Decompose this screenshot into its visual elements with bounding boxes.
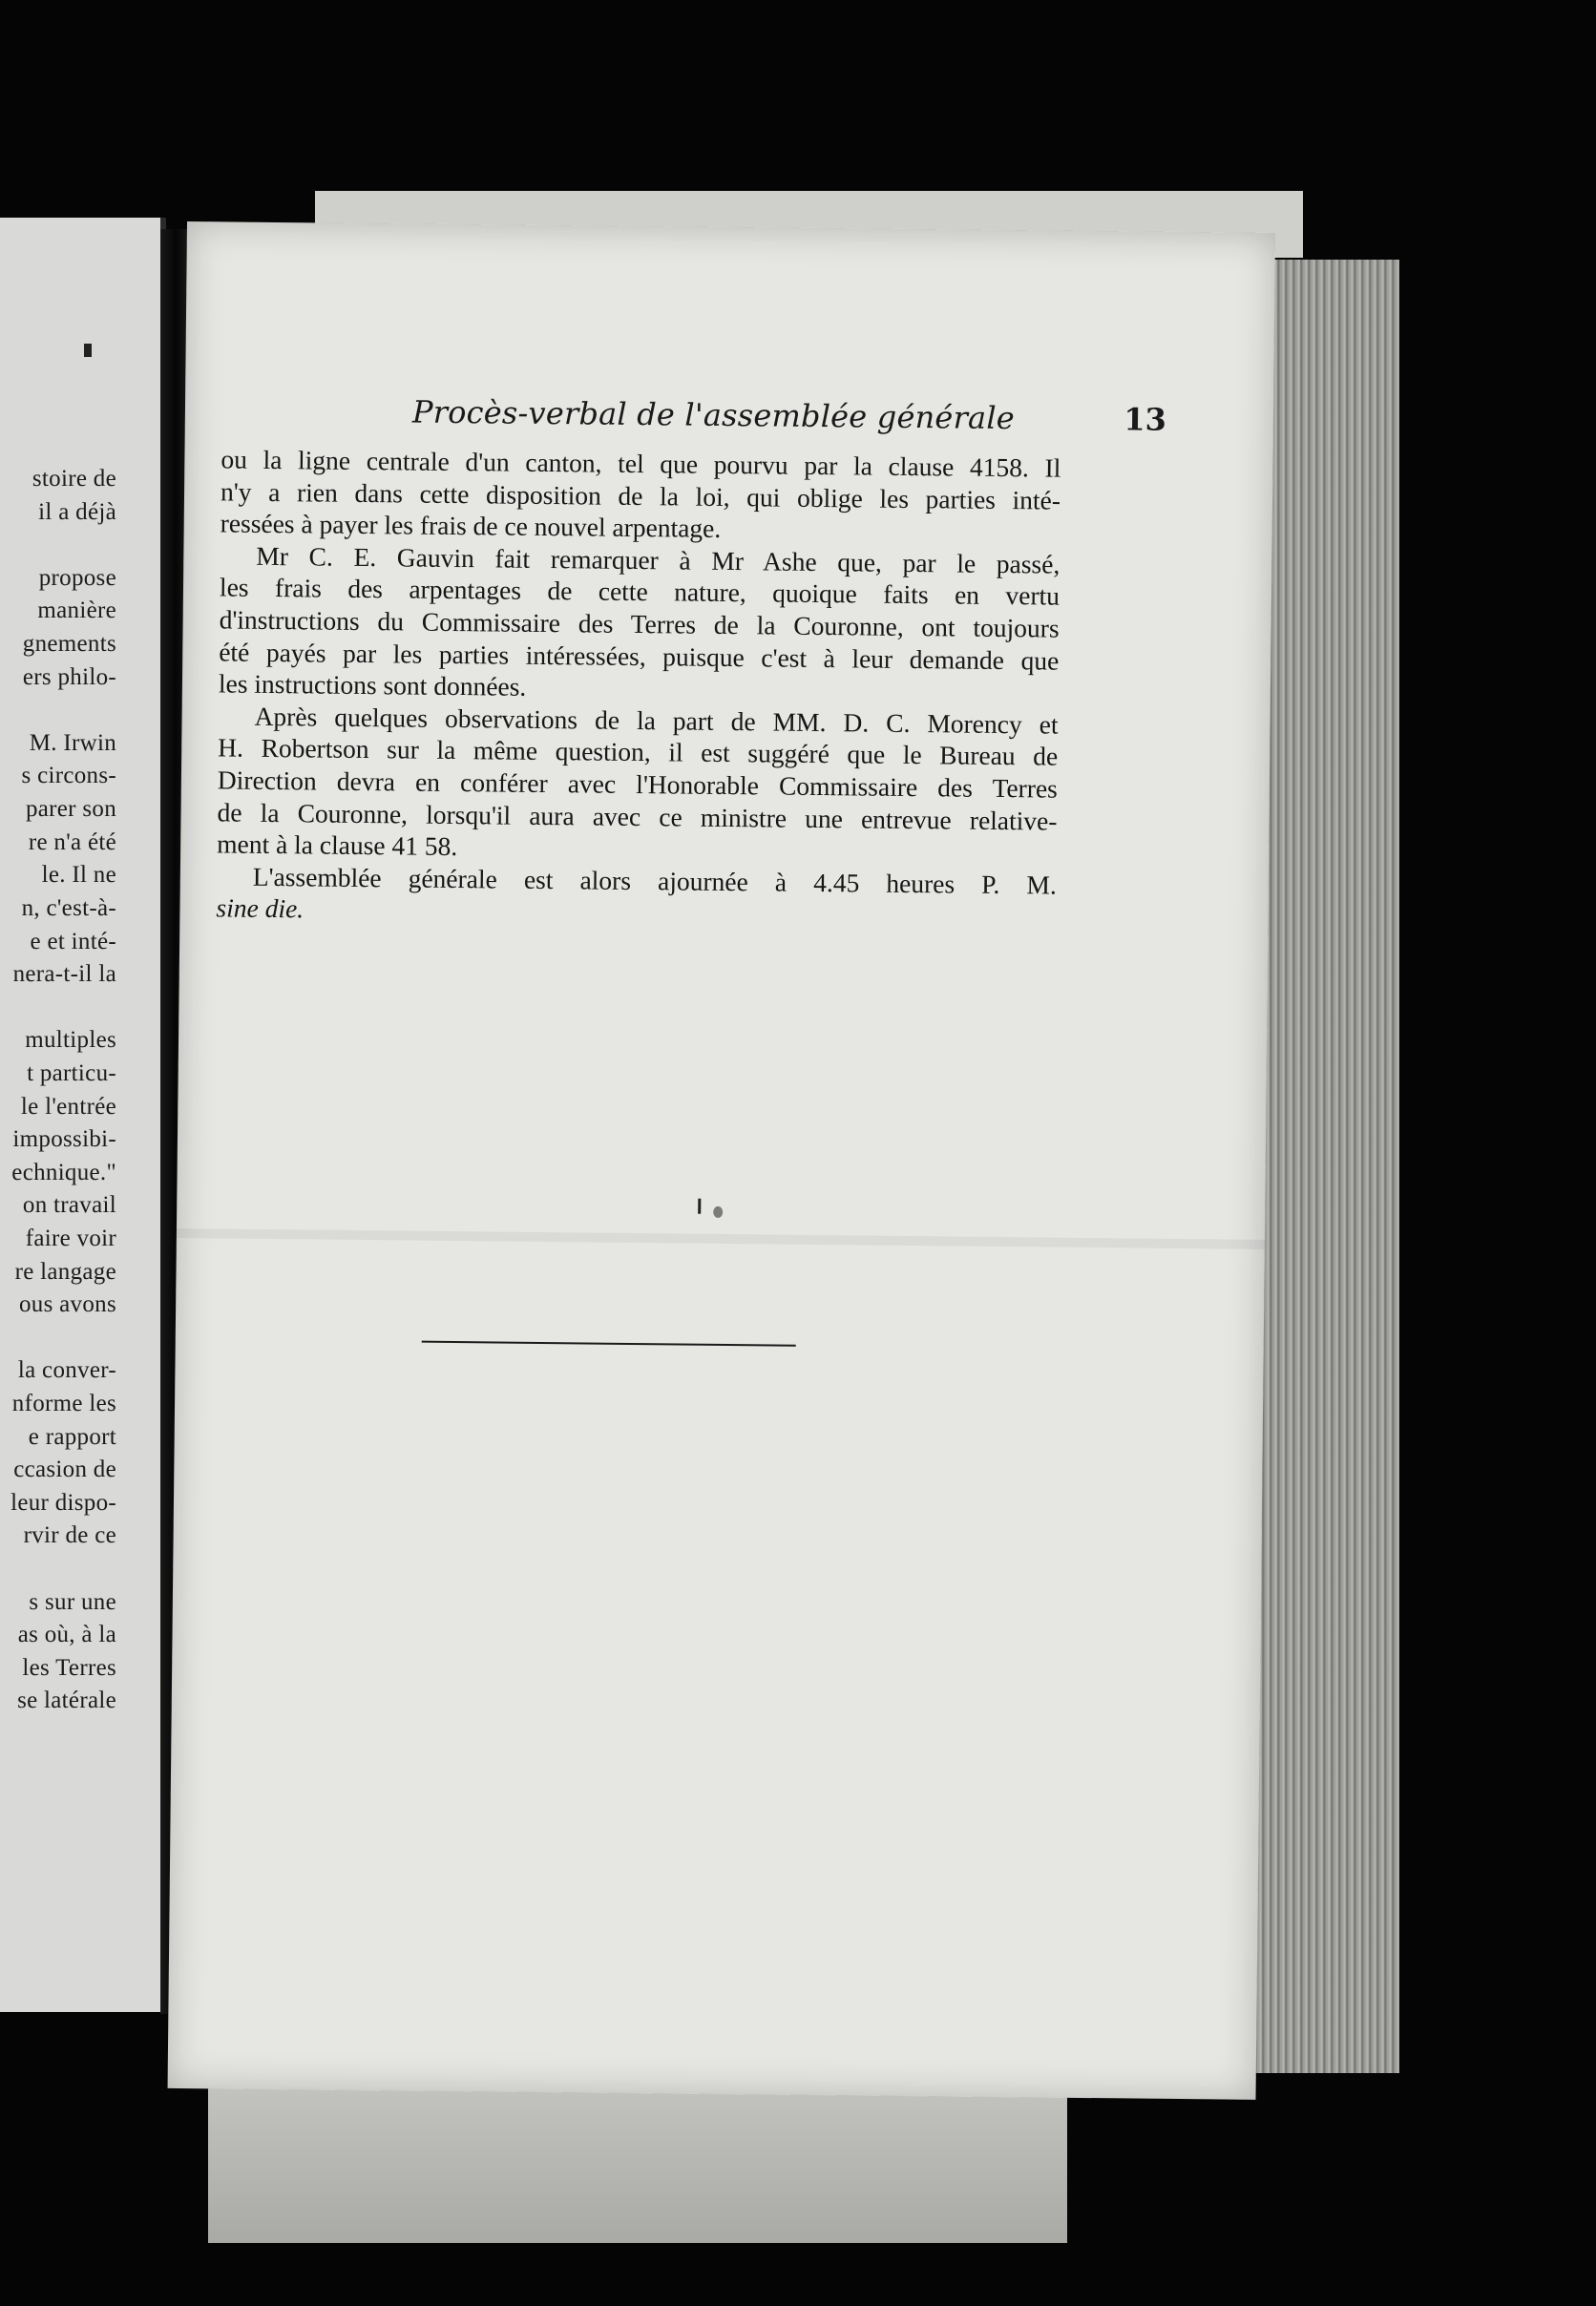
left-page-fragment: manière xyxy=(37,597,116,624)
left-page-fragment: impossibi- xyxy=(12,1126,116,1153)
section-rule xyxy=(422,1341,796,1347)
body-line: H. Robertson sur la même question, il est suggéré que le Bureau de xyxy=(218,732,1059,771)
body-line: n'y a rien dans cette disposition de la loi, qui oblige les parties inté- xyxy=(220,476,1061,515)
left-page-fragment: on travail xyxy=(22,1192,116,1219)
left-page-fragment: nforme les xyxy=(11,1391,116,1417)
left-page-fragment: parer son xyxy=(25,796,116,823)
body-line: ressées à payer les frais de ce nouvel arpentage. xyxy=(220,508,722,544)
page-number: 13 xyxy=(1124,401,1167,438)
left-page-fragment: se latérale xyxy=(17,1688,116,1714)
left-facing-page xyxy=(0,218,166,2012)
left-page-fragment: multiples xyxy=(25,1027,116,1054)
left-page-fragment: le. Il ne xyxy=(41,862,116,889)
left-page-fragment: gnements xyxy=(22,631,116,658)
left-page-fragment: t particu- xyxy=(27,1059,116,1086)
left-page-fragment: e et inté- xyxy=(30,928,116,954)
body-line: les frais des arpentages de cette nature, quoique faits en vertu xyxy=(219,572,1060,611)
left-page-fragment: les Terres xyxy=(22,1654,116,1681)
left-page-fragment: nera-t-il la xyxy=(12,961,116,988)
left-page-fragment: il a déjà xyxy=(38,498,116,525)
body-line: Mr C. E. Gauvin fait remarquer à Mr Ashe que, par le passé, xyxy=(256,540,1060,579)
ink-dot xyxy=(713,1206,723,1218)
left-page-fragment: faire voir xyxy=(25,1225,116,1251)
left-page-fragment: echnique." xyxy=(11,1159,116,1185)
left-page-fragment: stoire de xyxy=(32,466,116,492)
left-page-fragment: n, c'est-à- xyxy=(21,894,116,921)
left-page-fragment: le l'entrée xyxy=(20,1093,116,1120)
body-line: de la Couronne, lorsqu'il aura avec ce ministre une entrevue relative- xyxy=(217,796,1058,836)
left-page-fragment: M. Irwin xyxy=(29,729,116,756)
left-page-fragment: re n'a été xyxy=(28,828,116,855)
body-line: ou la ligne centrale d'un canton, tel que pourvu par la clause 4158. Il xyxy=(220,444,1061,483)
body-line: Après quelques observations de la part de MM. D. C. Morency et xyxy=(254,701,1059,740)
body-line: ment à la clause 41 58. xyxy=(217,828,458,862)
left-page-fragment: s circons- xyxy=(21,763,116,789)
left-page-fragment: as où, à la xyxy=(17,1622,116,1648)
body-line: d'instructions du Commissaire des Terres de la Couronne, ont toujours xyxy=(219,604,1060,643)
ink-mark xyxy=(84,344,92,357)
left-page-fragment: leur dispo- xyxy=(10,1489,116,1516)
page-header xyxy=(412,394,1166,440)
stray-ink-mark xyxy=(698,1199,701,1214)
left-page-fragment: ers philo- xyxy=(22,663,116,690)
left-page-fragment: s sur une xyxy=(29,1588,116,1615)
left-page-fragment: propose xyxy=(38,564,116,591)
left-page-fragment: e rapport xyxy=(28,1423,116,1450)
left-page-fragment: ous avons xyxy=(18,1291,116,1318)
body-line: été payés par les parties intéressées, puisque c'est à leur demande que xyxy=(219,636,1060,676)
body-line: Direction devra en conférer avec l'Honorable Commissaire des Terres xyxy=(217,765,1059,804)
body-line: les instructions sont données. xyxy=(218,668,527,702)
running-head: Procès-verbal de l'assemblée générale xyxy=(411,393,1016,437)
scan-band xyxy=(177,1228,1265,1249)
body-text xyxy=(216,443,1060,933)
main-page xyxy=(168,221,1275,2100)
body-line: L'assemblée générale est alors ajournée à 4.45 heures P. M. xyxy=(252,861,1057,900)
left-page-fragment: re langage xyxy=(14,1258,116,1285)
left-page-fragment: rvir de ce xyxy=(23,1522,116,1549)
left-page-fragment: ccasion de xyxy=(13,1457,116,1483)
left-page-fragment: la conver- xyxy=(17,1357,116,1384)
closing-line: sine die. xyxy=(216,892,304,924)
